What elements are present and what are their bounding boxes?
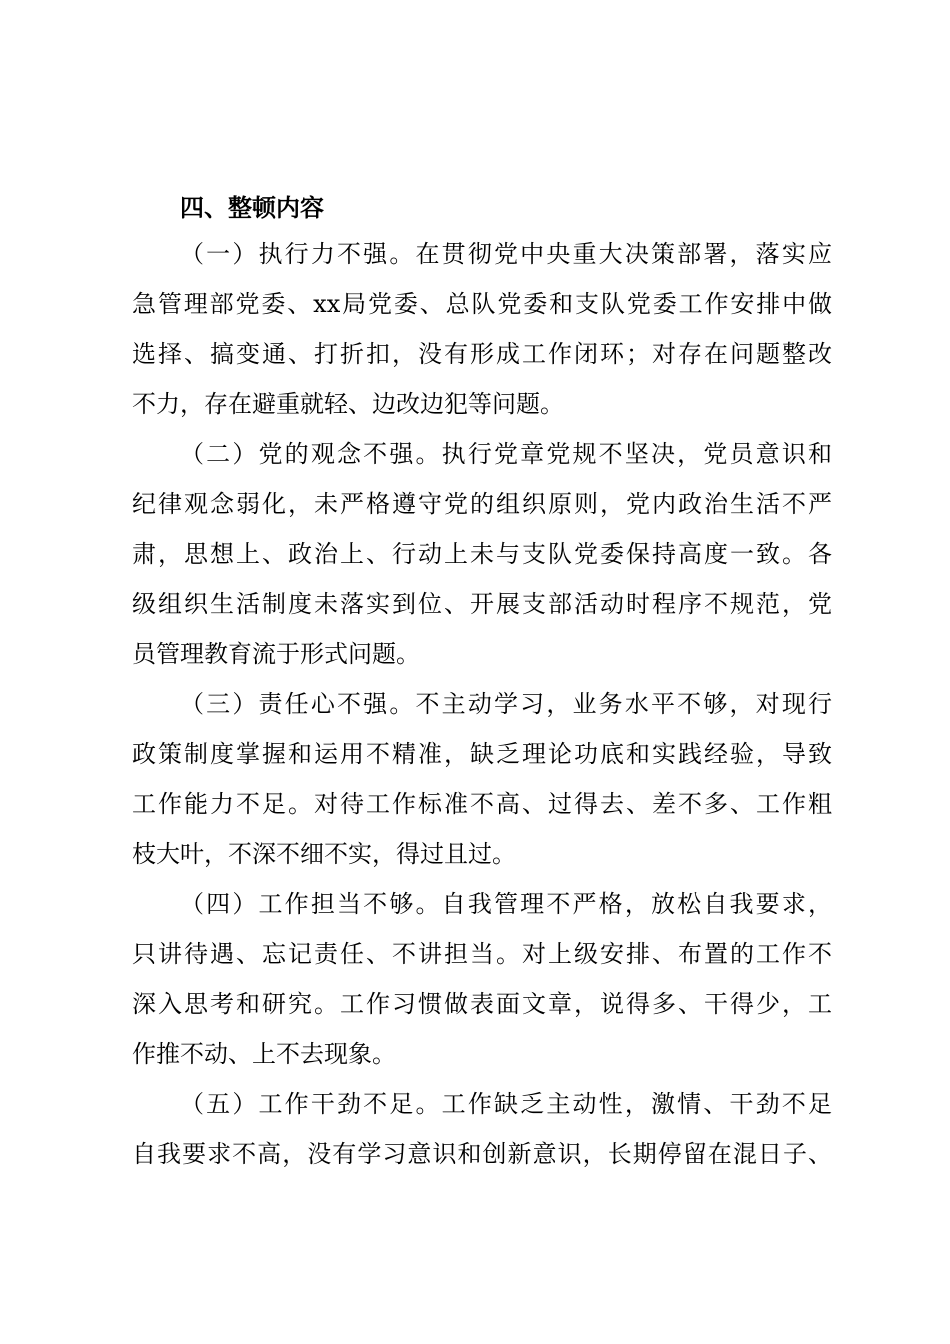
paragraph-line: （四）工作担当不够。自我管理不严格，放松自我要求， (180, 890, 832, 918)
paragraph-line: （五）工作干劲不足。工作缺乏主动性，激情、干劲不足 (180, 1090, 832, 1118)
paragraph-line: 只讲待遇、忘记责任、不讲担当。对上级安排、布置的工作不 (132, 940, 832, 968)
paragraph-line: 深入思考和研究。工作习惯做表面文章，说得多、干得少，工 (132, 990, 832, 1018)
section-heading: 四、整顿内容 (180, 193, 324, 222)
paragraph-line: 工作能力不足。对待工作标准不高、过得去、差不多、工作粗 (132, 790, 832, 818)
paragraph-line: 不力，存在避重就轻、边改边犯等问题。 (132, 390, 564, 418)
paragraph-line: （三）责任心不强。不主动学习，业务水平不够，对现行 (180, 690, 832, 718)
paragraph-line: 纪律观念弱化，未严格遵守党的组织原则，党内政治生活不严 (132, 490, 832, 518)
paragraph-line: 选择、搞变通、打折扣，没有形成工作闭环；对存在问题整改 (132, 340, 832, 368)
paragraph-line: （一）执行力不强。在贯彻党中央重大决策部署，落实应 (180, 240, 832, 268)
paragraph-line: 政策制度掌握和运用不精准，缺乏理论功底和实践经验，导致 (132, 740, 832, 768)
paragraph-line: 员管理教育流于形式问题。 (132, 640, 420, 668)
paragraph-line: 作推不动、上不去现象。 (132, 1040, 396, 1068)
paragraph-line: 级组织生活制度未落实到位、开展支部活动时程序不规范，党 (132, 590, 832, 618)
paragraph-2 (132, 429, 832, 679)
paragraph-5 (132, 1079, 832, 1179)
paragraph-3 (132, 679, 832, 879)
paragraph-line: 自我要求不高，没有学习意识和创新意识，长期停留在混日子、 (132, 1140, 832, 1168)
paragraph-line: 枝大叶，不深不细不实，得过且过。 (132, 840, 516, 868)
paragraph-1 (132, 229, 832, 429)
paragraph-line: （二）党的观念不强。执行党章党规不坚决，党员意识和 (180, 440, 832, 468)
paragraph-4 (132, 879, 832, 1079)
paragraph-line: 肃，思想上、政治上、行动上未与支队党委保持高度一致。各 (132, 540, 832, 568)
paragraph-line: 急管理部党委、xx局党委、总队党委和支队党委工作安排中做 (132, 290, 832, 318)
